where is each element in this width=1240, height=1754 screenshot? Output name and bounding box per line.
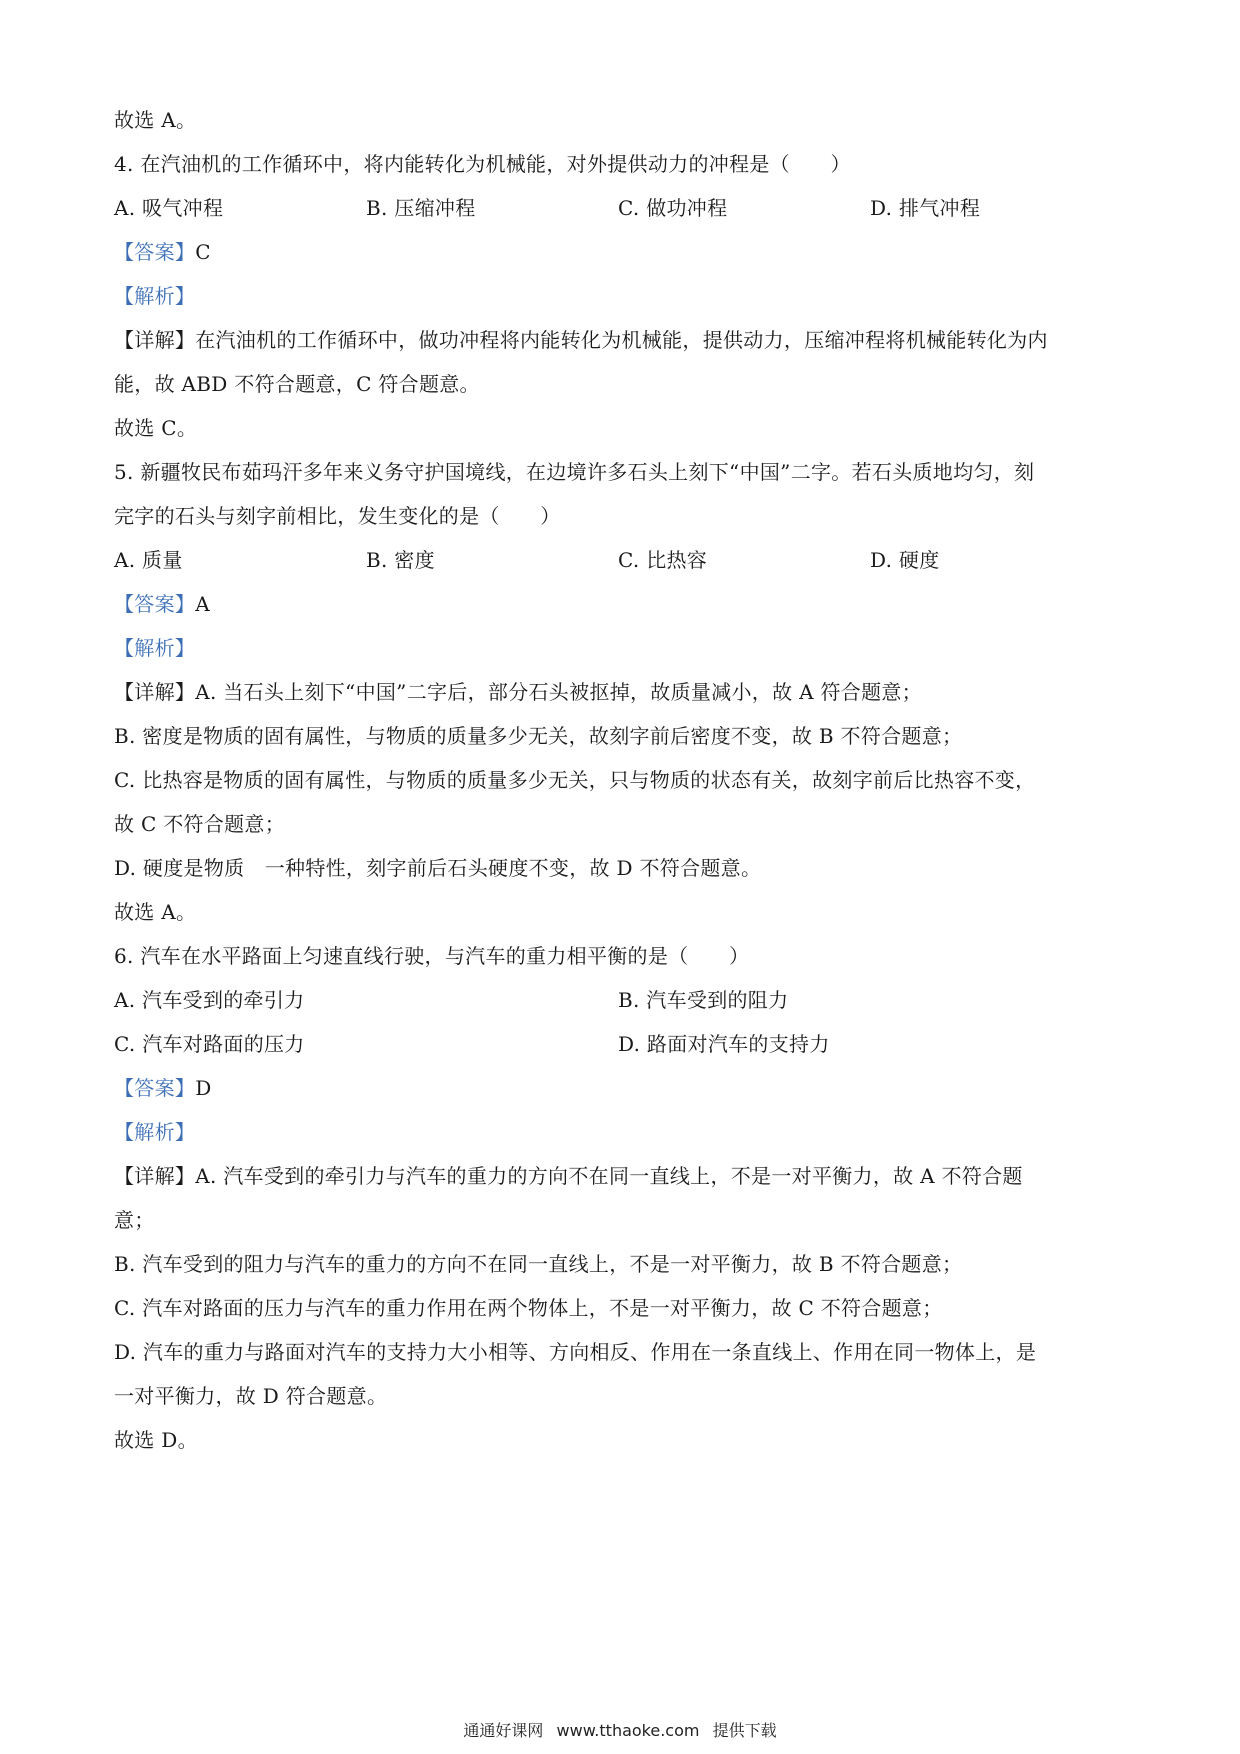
page-footer: [0, 1720, 1240, 1742]
answer-tag: 【答案】: [114, 592, 196, 616]
q4-answer: [114, 238, 1134, 266]
q6-detail-3: B. 汽车受到的阻力与汽车的重力的方向不在同一直线上，不是一对平衡力，故 B 不符合题意；: [114, 1252, 963, 1276]
q6-answer-value: D: [195, 1076, 212, 1100]
q6-option-a: A. 汽车受到的牵引力: [114, 988, 305, 1012]
footer-note: 提供下载: [712, 1721, 777, 1740]
q5-option-d: D. 硬度: [870, 548, 940, 572]
q6-option-d: D. 路面对汽车的支持力: [618, 1032, 830, 1056]
q6-detail-2: 意；: [114, 1208, 155, 1232]
answer-selection-3: 故选 A。: [114, 108, 197, 132]
q5-detail-3: C. 比热容是物质的固有属性，与物质的质量多少无关，只与物质的状态有关，故刻字前后比热容不变，: [114, 768, 1036, 792]
q5-option-a: A. 质量: [114, 548, 183, 572]
question-4-stem: 4. 在汽油机的工作循环中，将内能转化为机械能，对外提供动力的冲程是（ ）: [114, 152, 851, 176]
detail-tag: 【详解】: [114, 328, 196, 352]
q6-option-c: C. 汽车对路面的压力: [114, 1032, 305, 1056]
q4-answer-value: C: [195, 240, 211, 264]
q6-selection: 故选 D。: [114, 1428, 198, 1452]
q4-analysis-tag: 【解析】: [114, 284, 196, 308]
q4-detail-2: 能，故 ABD 不符合题意，C 符合题意。: [114, 372, 480, 396]
q5-selection: 故选 A。: [114, 900, 197, 924]
q4-option-b: B. 压缩冲程: [366, 196, 476, 220]
q4-option-a: A. 吸气冲程: [114, 196, 224, 220]
q5-detail-4: 故 C 不符合题意；: [114, 812, 286, 836]
q6-option-b: B. 汽车受到的阻力: [618, 988, 789, 1012]
q6-detail-6: 一对平衡力，故 D 符合题意。: [114, 1384, 388, 1408]
q4-option-d: D. 排气冲程: [870, 196, 981, 220]
q6-detail-text-1: A. 汽车受到的牵引力与汽车的重力的方向不在同一直线上，不是一对平衡力，故 A 不符合题: [195, 1164, 1023, 1188]
footer-site-name: 通通好课网: [463, 1721, 544, 1740]
q6-analysis-tag: 【解析】: [114, 1120, 196, 1144]
q4-detail-1: [114, 326, 1134, 354]
question-5-stem-2: 完字的石头与刻字前相比，发生变化的是（ ）: [114, 504, 561, 528]
detail-tag: 【详解】: [114, 680, 196, 704]
question-5-stem-1: 5. 新疆牧民布茹玛汗多年来义务守护国境线，在边境许多石头上刻下“中国”二字。若石头质地均匀，刻: [114, 460, 1035, 484]
q5-option-c: C. 比热容: [618, 548, 708, 572]
q5-answer-value: A: [195, 592, 210, 616]
answer-tag: 【答案】: [114, 240, 196, 264]
q5-detail-text-1: A. 当石头上刻下“中国”二字后，部分石头被抠掉，故质量减小，故 A 符合题意；: [195, 680, 922, 704]
q4-selection: 故选 C。: [114, 416, 198, 440]
q5-detail-1: [114, 678, 1134, 706]
q4-detail-text-1: 在汽油机的工作循环中，做功冲程将内能转化为机械能，提供动力，压缩冲程将机械能转化为内: [195, 328, 1048, 352]
q4-option-c: C. 做功冲程: [618, 196, 728, 220]
answer-tag: 【答案】: [114, 1076, 196, 1100]
q5-analysis-tag: 【解析】: [114, 636, 196, 660]
q6-answer: [114, 1074, 1134, 1102]
q6-detail-5: D. 汽车的重力与路面对汽车的支持力大小相等、方向相反、作用在一条直线上、作用在同一物体上，是: [114, 1340, 1037, 1364]
q5-option-b: B. 密度: [366, 548, 435, 572]
q6-detail-4: C. 汽车对路面的压力与汽车的重力作用在两个物体上，不是一对平衡力，故 C 不符合题意；: [114, 1296, 943, 1320]
detail-tag: 【详解】: [114, 1164, 196, 1188]
q5-detail-5: D. 硬度是物质 一种特性，刻字前后石头硬度不变，故 D 不符合题意。: [114, 856, 762, 880]
question-6-stem: 6. 汽车在水平路面上匀速直线行驶，与汽车的重力相平衡的是（ ）: [114, 944, 750, 968]
footer-url[interactable]: www.tthaoke.com: [556, 1721, 700, 1740]
q5-answer: [114, 590, 1134, 618]
q6-detail-1: [114, 1162, 1134, 1190]
q5-detail-2: B. 密度是物质的固有属性，与物质的质量多少无关，故刻字前后密度不变，故 B 不符合题意；: [114, 724, 963, 748]
